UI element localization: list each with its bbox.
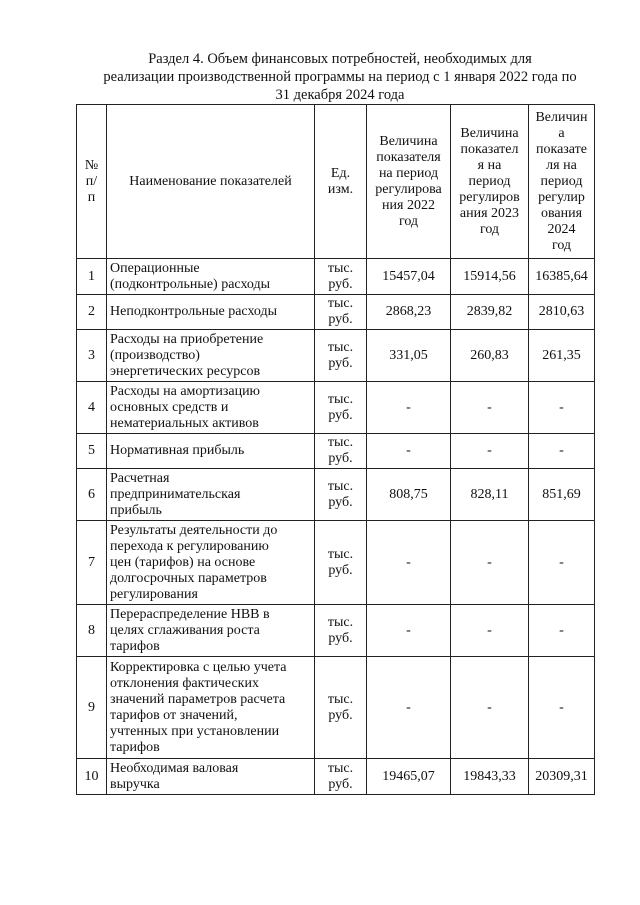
value-2024: - <box>529 657 595 759</box>
unit-line: тыс. <box>327 260 354 276</box>
row-number: 7 <box>77 521 107 605</box>
header-text-line: регулирова <box>375 181 442 197</box>
header-text-line: регулиров <box>459 189 520 205</box>
header-text-line: год <box>398 213 419 229</box>
header-text-line: ля на <box>546 157 577 173</box>
unit-line: руб. <box>328 312 353 327</box>
value-2022: - <box>367 382 451 434</box>
indicator-name-line: долгосрочных параметров <box>110 570 267 586</box>
table-row <box>77 382 595 434</box>
header-name: Наименование показателей <box>107 105 315 259</box>
table-row <box>77 330 595 382</box>
unit-line: руб. <box>328 276 353 292</box>
indicator-name <box>107 295 315 330</box>
unit-cell <box>315 259 367 295</box>
indicator-name <box>107 434 315 469</box>
table-row <box>77 295 595 330</box>
value-2023: 260,83 <box>451 330 529 382</box>
unit-line: руб. <box>328 776 353 792</box>
row-number: 1 <box>77 259 107 295</box>
header-num <box>77 105 107 259</box>
table-row <box>77 657 595 759</box>
value-2024: 20309,31 <box>529 759 595 795</box>
financial-needs-table <box>76 104 595 795</box>
unit-line: тыс. <box>327 478 354 494</box>
unit-cell <box>315 382 367 434</box>
value-2024: 16385,64 <box>529 259 595 295</box>
unit-line: тыс. <box>327 760 354 776</box>
unit-line: тыс. <box>327 339 354 355</box>
unit-line: руб. <box>328 494 353 510</box>
indicator-name-line: тарифов <box>110 739 160 755</box>
indicator-name-line: предпринимательская <box>110 486 241 502</box>
indicator-name <box>107 521 315 605</box>
table-row <box>77 759 595 795</box>
indicator-name-line: Операционные <box>110 260 200 276</box>
value-2022: - <box>367 657 451 759</box>
unit-line: тыс. <box>327 391 354 407</box>
value-2023: - <box>451 605 529 657</box>
title-line: 31 декабря 2024 года <box>275 87 405 103</box>
header-text-line: регулир <box>538 189 585 205</box>
header-2022 <box>367 105 451 259</box>
header-text-line: п/ <box>85 173 98 189</box>
header-text-line: показателя <box>376 149 441 165</box>
indicator-name-line: Расходы на амортизацию <box>110 383 261 399</box>
value-2022: - <box>367 605 451 657</box>
header-text-line: период <box>540 173 583 189</box>
header-text-line: п <box>87 189 96 205</box>
unit-cell <box>315 657 367 759</box>
table-row <box>77 434 595 469</box>
header-text-line: показате <box>535 141 587 157</box>
indicator-name-line: (производство) <box>110 347 200 363</box>
indicator-name-line: Нормативная прибыль <box>110 443 245 458</box>
value-2023: - <box>451 382 529 434</box>
unit-cell <box>315 330 367 382</box>
indicator-name <box>107 605 315 657</box>
indicator-name-line: тарифов от значений, <box>110 707 238 723</box>
indicator-name-line: Перераспределение НВВ в <box>110 606 270 622</box>
header-text-line: 2024 <box>547 221 576 237</box>
row-number: 5 <box>77 434 107 469</box>
indicator-name-line: Неподконтрольные расходы <box>110 304 278 319</box>
header-unit <box>315 105 367 259</box>
header-text-line: Ед. <box>330 165 351 181</box>
indicator-name-line: значений параметров расчета <box>110 691 286 707</box>
table-row <box>77 259 595 295</box>
table-row <box>77 521 595 605</box>
unit-line: руб. <box>328 707 353 723</box>
value-2024: 261,35 <box>529 330 595 382</box>
indicator-name-line: Необходимая валовая <box>110 760 239 776</box>
header-2023 <box>451 105 529 259</box>
value-2024: - <box>529 521 595 605</box>
header-2024 <box>529 105 595 259</box>
value-2023: - <box>451 521 529 605</box>
unit-line: руб. <box>328 451 353 466</box>
table-header-row <box>77 105 595 259</box>
table-row <box>77 469 595 521</box>
indicator-name-line: выручка <box>110 776 160 792</box>
indicator-name <box>107 259 315 295</box>
header-text-line: Величина <box>379 133 438 149</box>
indicator-name <box>107 657 315 759</box>
header-text-line: на период <box>378 165 439 181</box>
unit-line: руб. <box>328 407 353 423</box>
value-2022: 19465,07 <box>367 759 451 795</box>
section-title <box>80 50 600 104</box>
indicator-name-line: регулирования <box>110 586 198 602</box>
title-line: Раздел 4. Объем финансовых потребностей, необходимых для <box>148 51 532 67</box>
indicator-name-line: (подконтрольные) расходы <box>110 276 271 292</box>
title-line: реализации производственной программы на период с 1 января 2022 года по <box>103 69 577 85</box>
header-text-line: ния 2022 <box>382 197 435 213</box>
header-text-line: № <box>84 157 99 173</box>
value-2023: 2839,82 <box>451 295 529 330</box>
unit-cell <box>315 434 367 469</box>
value-2024: - <box>529 605 595 657</box>
indicator-name-line: Корректировка с целью учета <box>110 659 287 675</box>
unit-cell <box>315 469 367 521</box>
header-text-line: Величина <box>460 125 519 141</box>
header-text-line: Величин <box>535 109 588 125</box>
table-row <box>77 605 595 657</box>
unit-line: тыс. <box>327 296 354 311</box>
indicator-name-line: прибыль <box>110 502 162 518</box>
indicator-name-line: Расходы на приобретение <box>110 331 264 347</box>
indicator-name-line: целях сглаживания роста <box>110 622 260 638</box>
indicator-name-line: тарифов <box>110 638 160 654</box>
row-number: 2 <box>77 295 107 330</box>
indicator-name-line: Расчетная <box>110 470 170 486</box>
indicator-name-line: перехода к регулированию <box>110 538 269 554</box>
header-text-line: а <box>558 125 565 141</box>
indicator-name <box>107 469 315 521</box>
row-number: 4 <box>77 382 107 434</box>
header-text-line: изм. <box>327 181 354 197</box>
header-text-line: показател <box>460 141 519 157</box>
header-text-line: я на <box>477 157 502 173</box>
unit-cell <box>315 605 367 657</box>
value-2022: 331,05 <box>367 330 451 382</box>
value-2024: 851,69 <box>529 469 595 521</box>
value-2022: - <box>367 434 451 469</box>
unit-line: тыс. <box>327 435 354 450</box>
header-text-line: ания 2023 <box>459 205 520 221</box>
row-number: 10 <box>77 759 107 795</box>
value-2024: - <box>529 382 595 434</box>
unit-cell <box>315 295 367 330</box>
indicator-name-line: цен (тарифов) на основе <box>110 554 256 570</box>
value-2024: - <box>529 434 595 469</box>
indicator-name <box>107 759 315 795</box>
unit-line: тыс. <box>327 614 354 630</box>
indicator-name-line: отклонения фактических <box>110 675 259 691</box>
row-number: 9 <box>77 657 107 759</box>
indicator-name-line: учтенных при установлении <box>110 723 280 739</box>
unit-line: тыс. <box>327 546 354 562</box>
indicator-name-line: нематериальных активов <box>110 415 259 431</box>
unit-line: руб. <box>328 630 353 646</box>
row-number: 3 <box>77 330 107 382</box>
value-2022: 2868,23 <box>367 295 451 330</box>
value-2022: - <box>367 521 451 605</box>
value-2022: 15457,04 <box>367 259 451 295</box>
unit-line: руб. <box>328 355 353 371</box>
row-number: 8 <box>77 605 107 657</box>
value-2023: 19843,33 <box>451 759 529 795</box>
unit-line: тыс. <box>327 691 354 707</box>
header-text-line: ования <box>540 205 583 221</box>
header-text-line: период <box>468 173 511 189</box>
indicator-name <box>107 382 315 434</box>
value-2023: - <box>451 434 529 469</box>
indicator-name-line: Результаты деятельности до <box>110 522 278 538</box>
unit-line: руб. <box>328 562 353 578</box>
unit-cell <box>315 521 367 605</box>
header-text-line: год <box>479 221 500 237</box>
value-2024: 2810,63 <box>529 295 595 330</box>
value-2022: 808,75 <box>367 469 451 521</box>
indicator-name-line: основных средств и <box>110 399 229 415</box>
value-2023: 15914,56 <box>451 259 529 295</box>
row-number: 6 <box>77 469 107 521</box>
value-2023: - <box>451 657 529 759</box>
value-2023: 828,11 <box>451 469 529 521</box>
header-text-line: год <box>551 237 572 253</box>
indicator-name-line: энергетических ресурсов <box>110 363 261 379</box>
unit-cell <box>315 759 367 795</box>
indicator-name <box>107 330 315 382</box>
